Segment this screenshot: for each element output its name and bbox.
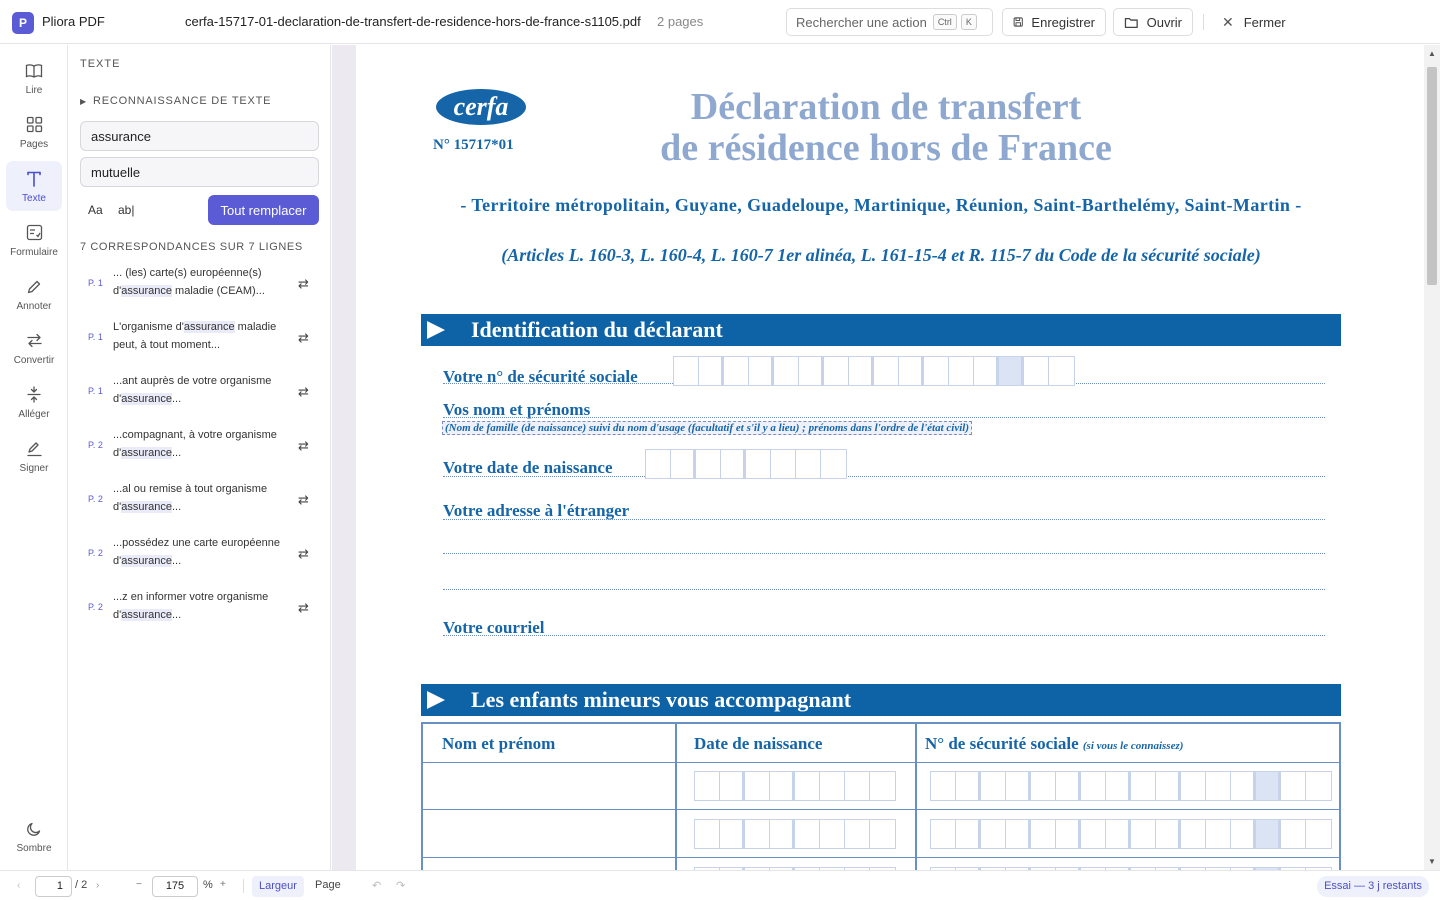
document-scrollbar[interactable]: [1424, 45, 1440, 870]
ssn-boxes[interactable]: [673, 356, 1075, 386]
page-number-input[interactable]: 1: [35, 876, 72, 897]
form-articles: (Articles L. 160-3, L. 160-4, L. 160-7 1er alinéa, L. 161-15-4 et R. 115-7 du Code de la sécurité sociale): [501, 245, 1261, 265]
address-label: Votre adresse à l'étranger: [443, 501, 630, 520]
grid-icon: [26, 115, 43, 135]
dotted-line: [443, 476, 1325, 477]
shortcut-ctrl-key: Ctrl: [933, 14, 957, 30]
close-icon: ✕: [1222, 14, 1234, 30]
rail-label: Pages: [19, 138, 49, 150]
cerfa-logo: cerfa: [436, 89, 526, 125]
children-table: [421, 722, 1341, 870]
shortcut-k-key: K: [961, 14, 977, 30]
email-label: Votre courriel: [443, 618, 545, 637]
dark-mode-toggle[interactable]: [6, 811, 62, 861]
match-item[interactable]: [80, 534, 325, 580]
birthdate-boxes[interactable]: [645, 449, 847, 479]
rail-label: Sombre: [16, 842, 52, 854]
match-item[interactable]: [80, 588, 325, 634]
rail-item-convertir[interactable]: [6, 323, 62, 373]
book-icon: [25, 61, 43, 81]
toolbar-divider: [1203, 14, 1204, 30]
col-header-name: Nom et prénom: [442, 734, 556, 753]
form-territories: - Territoire métropolitain, Guyane, Guadeloupe, Martinique, Réunion, Saint-Barthelémy, Saint-Martin -: [460, 195, 1302, 215]
ssn-label: Votre n° de sécurité sociale: [443, 367, 638, 386]
section-header-children: [421, 684, 1341, 716]
dotted-line: [443, 417, 1325, 418]
whole-word-toggle[interactable]: ab|: [118, 203, 135, 217]
table-row-divider: [423, 809, 1339, 810]
zoom-out-icon[interactable]: −: [136, 879, 142, 890]
action-search-input[interactable]: [786, 8, 993, 36]
table-divider: [675, 724, 677, 870]
match-count: 7 CORRESPONDANCES SUR 7 LIGNES: [80, 241, 303, 253]
rotate-left-icon[interactable]: ↶: [372, 880, 382, 892]
action-search-placeholder: Rechercher une action: [796, 14, 927, 30]
save-label: Enregistrer: [1031, 14, 1095, 30]
close-label: Fermer: [1243, 15, 1286, 30]
close-button[interactable]: [1222, 14, 1286, 31]
replace-one-icon[interactable]: ⇄: [298, 600, 309, 615]
match-item[interactable]: [80, 480, 325, 526]
scroll-down-icon[interactable]: ▼: [1428, 857, 1436, 866]
zoom-input[interactable]: 175: [152, 876, 198, 897]
match-page: P. 2: [88, 494, 103, 504]
convert-icon: [26, 331, 43, 351]
replace-one-icon[interactable]: ⇄: [298, 330, 309, 345]
replace-one-icon[interactable]: ⇄: [298, 384, 309, 399]
table-row-divider: [423, 762, 1339, 763]
table-divider: [915, 724, 917, 870]
dotted-line: [443, 635, 1325, 636]
col-header-ssn: N° de sécurité sociale (si vous le connaissez): [925, 734, 1184, 753]
rail-label: Formulaire: [10, 246, 58, 258]
child-birthdate-boxes[interactable]: [694, 771, 896, 801]
document-filename: cerfa-15717-01-declaration-de-transfert-de-residence-hors-de-france-s1105.pdf: [185, 14, 641, 29]
tool-rail: [0, 45, 68, 870]
section-header-identification: [421, 314, 1341, 346]
document-page-count: 2 pages: [657, 14, 704, 29]
replace-one-icon[interactable]: ⇄: [298, 438, 309, 453]
status-divider: [243, 879, 244, 893]
match-snippet: ...possédez une carte européenne d'assurance...: [113, 537, 280, 567]
match-case-toggle[interactable]: Aa: [88, 203, 103, 217]
play-arrow-icon: [427, 691, 445, 709]
rotate-right-icon[interactable]: ↷: [396, 880, 406, 892]
match-page: P. 1: [88, 386, 103, 396]
rail-item-formulaire[interactable]: [6, 215, 62, 265]
name-label: Vos nom et prénoms: [443, 400, 591, 419]
match-snippet: ...compagnant, à votre organisme d'assurance...: [113, 429, 277, 459]
ocr-label: RECONNAISSANCE DE TEXTE: [92, 95, 272, 107]
match-page: P. 1: [88, 278, 103, 288]
pencil-icon: [26, 277, 42, 297]
page-total: / 2: [75, 879, 88, 891]
fit-width-button[interactable]: Largeur: [252, 876, 304, 897]
form-number: N° 15717*01: [433, 137, 514, 153]
rail-label: Texte: [22, 192, 46, 204]
moon-icon: [26, 819, 42, 839]
status-bar: [0, 870, 1440, 900]
rail-item-alleger[interactable]: [6, 377, 62, 427]
rail-item-lire[interactable]: [6, 53, 62, 103]
pdf-page: [356, 45, 1424, 870]
save-button[interactable]: [1002, 8, 1106, 36]
trial-badge[interactable]: Essai — 3 j restants: [1317, 876, 1429, 897]
form-title-line-2: de résidence hors de France: [660, 127, 1112, 169]
replace-one-icon[interactable]: ⇄: [298, 492, 309, 507]
match-page: P. 2: [88, 602, 103, 612]
match-page: P. 2: [88, 440, 103, 450]
dotted-line: [443, 589, 1325, 590]
replace-input[interactable]: mutuelle: [80, 157, 319, 187]
name-hint: (Nom de famille (de naissance) suivi du nom d'usage (facultatif et s'il y a lieu) ; prénoms dans l'ordre de l'état civil): [442, 421, 972, 435]
save-icon: [1013, 15, 1023, 29]
compress-icon: [26, 385, 42, 405]
app-logo: P: [12, 12, 34, 34]
form-icon: [26, 223, 43, 243]
match-snippet: ...z en informer votre organisme d'assurance...: [113, 591, 269, 621]
panel-title: TEXTE: [80, 58, 121, 70]
folder-icon: [1124, 16, 1139, 29]
child-birthdate-boxes[interactable]: [694, 819, 896, 849]
zoom-in-icon[interactable]: +: [220, 879, 226, 890]
match-snippet: ... (les) carte(s) européenne(s) d'assurance maladie (CEAM)...: [113, 267, 265, 297]
dotted-line: [443, 553, 1325, 554]
rail-item-signer[interactable]: [6, 431, 62, 481]
table-row-divider: [423, 857, 1339, 858]
rail-label: Annoter: [16, 300, 52, 312]
document-viewport[interactable]: [332, 45, 1424, 870]
child-ssn-boxes[interactable]: [930, 819, 1332, 849]
match-snippet: ...ant auprès de votre organisme d'assurance...: [113, 375, 272, 405]
ocr-section-toggle[interactable]: [80, 95, 271, 107]
section-title: Identification du déclarant: [471, 317, 723, 342]
match-snippet: L'organisme d'assurance maladie peut, à tout moment...: [113, 321, 277, 351]
previous-page-icon[interactable]: ‹: [17, 880, 21, 891]
rail-item-annoter[interactable]: [6, 269, 62, 319]
find-input[interactable]: assurance: [80, 121, 319, 151]
replace-all-button[interactable]: Tout remplacer: [208, 195, 319, 225]
open-label: Ouvrir: [1146, 14, 1182, 30]
text-panel: [69, 45, 331, 870]
play-arrow-icon: [427, 321, 445, 339]
dotted-line: [443, 519, 1325, 520]
scrollbar-thumb[interactable]: [1427, 67, 1437, 285]
rail-item-texte[interactable]: [6, 161, 62, 211]
child-ssn-boxes[interactable]: [930, 771, 1332, 801]
top-bar: [0, 0, 1440, 44]
app-name: Pliora PDF: [42, 14, 105, 29]
next-page-icon[interactable]: ›: [96, 880, 100, 891]
match-snippet: ...al ou remise à tout organisme d'assurance...: [113, 483, 268, 513]
match-item[interactable]: [80, 372, 325, 418]
scroll-up-icon[interactable]: ▲: [1428, 49, 1436, 58]
fit-page-button[interactable]: Page: [315, 879, 341, 891]
rail-label: Lire: [25, 84, 43, 96]
rail-label: Alléger: [18, 408, 50, 420]
text-icon: [26, 169, 42, 189]
replace-one-icon[interactable]: ⇄: [298, 276, 309, 291]
match-item[interactable]: [80, 318, 325, 364]
rail-label: Signer: [19, 462, 49, 474]
open-button[interactable]: [1113, 8, 1193, 36]
zoom-unit: %: [203, 879, 213, 891]
form-title-line-1: Déclaration de transfert: [690, 86, 1082, 128]
signature-icon: [26, 439, 43, 459]
rail-item-pages[interactable]: [6, 107, 62, 157]
match-item[interactable]: [80, 264, 325, 310]
birthdate-label: Votre date de naissance: [443, 458, 613, 477]
rail-label: Convertir: [13, 354, 55, 366]
match-page: P. 2: [88, 548, 103, 558]
caret-right-icon: ▶: [80, 97, 87, 106]
replace-one-icon[interactable]: ⇄: [298, 546, 309, 561]
section-title: Les enfants mineurs vous accompagnant: [471, 687, 852, 712]
col-header-birthdate: Date de naissance: [694, 734, 823, 753]
match-page: P. 1: [88, 332, 103, 342]
match-item[interactable]: [80, 426, 325, 472]
